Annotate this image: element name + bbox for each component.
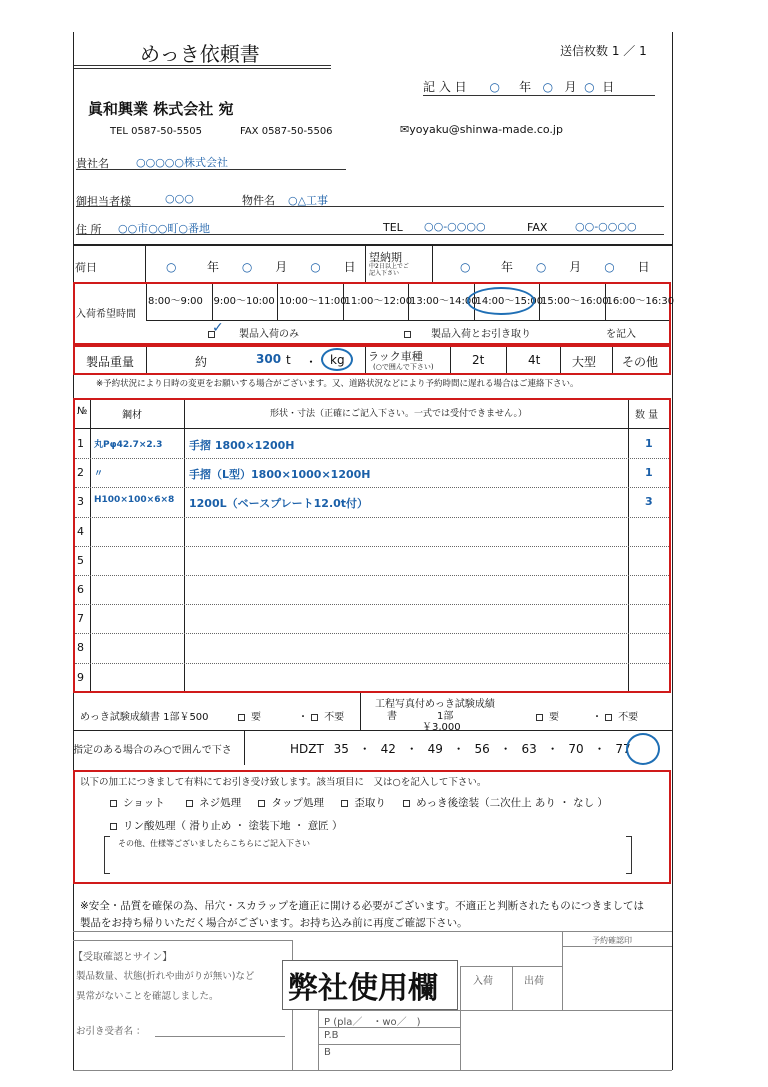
- schedule-top: [73, 244, 672, 246]
- footer-div2: [460, 966, 461, 1070]
- weight-label: 製品重量: [86, 355, 135, 369]
- time-slot-divider: [277, 284, 278, 320]
- bracket-left: [104, 836, 110, 874]
- receiver-label: お引き受者名 ：: [76, 1026, 146, 1037]
- col-qty-header: 数 量: [635, 410, 659, 421]
- row-no: 3: [77, 495, 84, 509]
- row-material[interactable]: H100×100×6×8: [94, 495, 175, 506]
- time-slot[interactable]: 16:00～16:30: [606, 296, 675, 307]
- entry-date: 記 入 日 ○ 年 ○ 月 ○ 日: [423, 80, 615, 94]
- option-paint[interactable]: めっき後塗装（二次仕上 あり ・ なし ）: [403, 797, 608, 809]
- row-divider: [75, 458, 669, 459]
- hdzt-div: [244, 730, 245, 765]
- row-divider: [75, 604, 669, 605]
- time-slot[interactable]: 15:00～16:00: [541, 296, 609, 307]
- rack-other[interactable]: その他: [622, 355, 659, 369]
- title-underline-2: [73, 68, 331, 69]
- internal-use-label: 弊社使用欄: [288, 971, 438, 1006]
- row-no: 8: [77, 641, 84, 655]
- client-tel-value[interactable]: ○○-○○○○: [424, 220, 486, 233]
- certificate2-label-a: 工程写真付めっき試験成績: [375, 699, 495, 710]
- certificate-no-need[interactable]: ・ 不要: [298, 712, 345, 723]
- client-person-label: 御担当者様: [76, 195, 131, 208]
- processing-intro: 以下の加工につきまして有料にてお引き受け致します。該当項目に 又は○を記入して下さい。: [80, 777, 487, 788]
- row-divider: [75, 517, 669, 518]
- client-address-label: 住 所: [76, 223, 102, 236]
- pb-label: P.B: [324, 1030, 339, 1041]
- row-shape[interactable]: 1200L（ベースプレート12.0t付）: [189, 497, 369, 511]
- footer-div3: [512, 966, 513, 1010]
- client-item-value[interactable]: ○△工事: [288, 194, 329, 207]
- check-mark[interactable]: ✓: [212, 320, 224, 336]
- row-shape[interactable]: 手摺 1800×1200H: [189, 439, 295, 452]
- time-slot[interactable]: 11:00～12:00: [344, 296, 413, 307]
- b-label: B: [324, 1047, 331, 1058]
- schedule-notice: ※予約状況により日時の変更をお願いする場合がございます。又、道路状況などにより予約時間に遅れる場合はご連絡下さい。: [96, 379, 579, 389]
- addressee-fax: FAX 0587-50-5506: [240, 126, 333, 137]
- load-date-label: 荷日: [75, 261, 97, 274]
- client-company-label: 貴社名: [76, 157, 109, 170]
- person-underline: [76, 206, 664, 207]
- header-line: [75, 428, 669, 429]
- row-divider: [75, 487, 669, 488]
- footer-line-e: [318, 1044, 460, 1045]
- delivery-note: 中2日以上でご記入下さい: [369, 263, 409, 277]
- row-material[interactable]: 〃: [94, 469, 104, 480]
- row-material[interactable]: 丸Pφ42.7×2.3: [94, 440, 163, 450]
- client-item-label: 物件名: [242, 194, 275, 207]
- selected-slot-circle: [467, 287, 535, 315]
- time-slot-label: 入荷希望時間: [76, 309, 136, 320]
- bracket-right: [626, 836, 632, 874]
- footer-div4: [562, 931, 563, 1010]
- row-no: 5: [77, 553, 84, 567]
- hdzt-label: 指定のある場合のみ○で囲んで下さ: [73, 745, 232, 756]
- row-no: 1: [77, 437, 84, 450]
- weight-value[interactable]: 300: [256, 352, 282, 366]
- receipt-text-2: 異常がないことを確認しました。: [76, 991, 219, 1002]
- client-fax-label: FAX: [527, 221, 548, 234]
- row-no: 6: [77, 583, 84, 596]
- client-address-value[interactable]: ○○市○○町○番地: [118, 222, 210, 235]
- col-material-header: 鋼材: [122, 410, 142, 421]
- row-divider: [75, 575, 669, 576]
- address-underline: [76, 234, 664, 235]
- row-divider: [75, 663, 669, 664]
- time-slot[interactable]: 13:00～14:00: [410, 296, 478, 307]
- weight-unit-t[interactable]: t: [286, 353, 291, 367]
- row-shape[interactable]: 手摺（L型）1800×1000×1200H: [189, 468, 371, 482]
- cert-bottom: [73, 730, 672, 731]
- option-in-only[interactable]: 製品入荷のみ: [208, 325, 299, 340]
- row-qty[interactable]: 3: [645, 495, 653, 509]
- page-title: めっき依頼書: [140, 42, 260, 66]
- time-row-line: [146, 320, 669, 321]
- time-slot-divider: [408, 284, 409, 320]
- addressee-company: 眞和興業 株式会社 宛: [88, 100, 234, 118]
- processing-options-row1: [110, 795, 608, 810]
- option-phosphate[interactable]: リン酸処理（ 滑り止め ・ 塗装下地 ・ 意匠 ）: [110, 818, 343, 833]
- time-slot[interactable]: 10:00～11:00: [279, 296, 347, 307]
- time-slot[interactable]: 14:00～15:00: [475, 296, 544, 307]
- sheet-count: 送信枚数 1 ／ 1: [560, 44, 647, 58]
- option-thread[interactable]: ネジ処理: [186, 797, 241, 809]
- sched-div1: [145, 244, 146, 282]
- time-slot[interactable]: 8:00～9:00: [148, 296, 203, 307]
- receipt-top: [73, 940, 292, 941]
- title-underline: [73, 65, 331, 66]
- row-divider: [75, 546, 669, 547]
- weight-div0: [146, 347, 147, 373]
- weight-div2: [450, 347, 451, 373]
- footer-notice-1: ※安全・品質を確保の為、吊穴・スカラップを適正に開ける必要がございます。不適正と判断されたものにつきましては: [80, 900, 645, 912]
- rack-2t[interactable]: 2t: [472, 353, 485, 367]
- reservation-label: 予約確認印: [592, 936, 632, 945]
- rack-note: (○で囲んで下さい): [373, 363, 434, 371]
- row-no: 9: [77, 670, 84, 684]
- addressee-email[interactable]: ✉yoyaku@shinwa-made.co.jp: [400, 123, 563, 136]
- footer-top: [73, 931, 672, 932]
- company-underline: [76, 169, 346, 170]
- processing-other-label: その他、仕様等ございましたらこちらにご記入下さい: [118, 839, 310, 848]
- sched-div2: [365, 244, 366, 282]
- rack-label: ラック車種: [368, 350, 423, 363]
- certificate2-need[interactable]: 要: [536, 708, 559, 723]
- certificate2-price: ￥3,000: [422, 722, 461, 733]
- row-divider: [75, 633, 669, 634]
- sched-div3: [432, 244, 433, 282]
- certificate-label: めっき試験成績書 1部￥500: [80, 712, 209, 723]
- time-slot-divider: [343, 284, 344, 320]
- footer-notice-2: 製品をお持ち帰りいただく場合がございます。お持ち込み前に再度ご確認下さい。: [80, 917, 468, 929]
- weight-approx: 約: [195, 355, 208, 369]
- hdzt-circle: [626, 733, 660, 765]
- client-person-value[interactable]: ○○○: [165, 192, 194, 205]
- frame-right: [672, 32, 673, 1070]
- hdzt-values[interactable]: HDZT 35 ・ 42 ・ 49 ・ 56 ・ 63 ・ 70 ・ 77: [290, 742, 631, 756]
- option-tap[interactable]: タップ処理: [258, 797, 324, 809]
- footer-div5: [318, 1010, 319, 1070]
- row-no: 4: [77, 524, 84, 538]
- weight-div5: [612, 347, 613, 373]
- date-underline: [423, 95, 655, 96]
- footer-bottom: [73, 1070, 672, 1071]
- row-no: 2: [77, 466, 84, 480]
- arrival-label: 入荷: [473, 976, 493, 987]
- cert-div: [360, 693, 361, 730]
- weight-div3: [506, 347, 507, 373]
- certificate2-label-b: 書 1部: [387, 711, 454, 722]
- time-slot-divider: [539, 284, 540, 320]
- footer-line-a: [460, 966, 562, 967]
- option-note: を記入: [606, 329, 636, 340]
- receipt-text-1: 製品数量、状態(折れや曲がりが無い)など: [76, 971, 255, 982]
- weight-div4: [560, 347, 561, 373]
- time-div0: [146, 284, 147, 321]
- time-slot-divider: [605, 284, 606, 320]
- delivery-label: 望納期: [369, 251, 402, 264]
- row-qty[interactable]: 1: [645, 466, 653, 480]
- kg-circle: [321, 348, 353, 371]
- option-straighten[interactable]: 歪取り: [341, 797, 386, 809]
- footer-line-c: [318, 1010, 672, 1011]
- rack-large[interactable]: 大型: [572, 355, 597, 369]
- col-shape-header: 形状・寸法（正確にご記入下さい。一式では受付できません。）: [270, 409, 528, 419]
- load-date[interactable]: ○ 年 ○ 月 ○ 日: [166, 260, 356, 274]
- client-company-value[interactable]: ○○○○○株式会社: [136, 156, 228, 169]
- client-tel-label: TEL: [383, 221, 403, 234]
- delivery-date[interactable]: ○ 年 ○ 月 ○ 日: [460, 260, 650, 274]
- rack-4t[interactable]: 4t: [528, 353, 541, 367]
- option-shot[interactable]: ショット: [110, 797, 165, 809]
- weight-div1: [365, 347, 366, 373]
- row-no: 7: [77, 612, 84, 626]
- certificate-need[interactable]: 要: [238, 708, 261, 723]
- option-in-out[interactable]: 製品入荷とお引き取り: [404, 325, 531, 340]
- shipping-label: 出荷: [524, 976, 544, 987]
- footer-line-b: [562, 946, 672, 947]
- weight-unit-kg[interactable]: kg: [330, 353, 345, 367]
- time-slot[interactable]: 9:00～10:00: [213, 296, 275, 307]
- weight-sep: ・: [305, 355, 318, 369]
- certificate2-no-need[interactable]: ・ 不要: [592, 712, 639, 723]
- time-slot-divider: [212, 284, 213, 320]
- col-no-header: №: [77, 406, 88, 417]
- row-qty[interactable]: 1: [645, 437, 653, 450]
- receipt-title: 【受取確認とサイン】: [73, 952, 173, 963]
- receiver-line[interactable]: [155, 1036, 285, 1037]
- p-pla-label: P (pla／ ・wo／ ): [324, 1017, 421, 1028]
- client-fax-value[interactable]: ○○-○○○○: [575, 220, 637, 233]
- addressee-tel: TEL 0587-50-5505: [110, 126, 203, 137]
